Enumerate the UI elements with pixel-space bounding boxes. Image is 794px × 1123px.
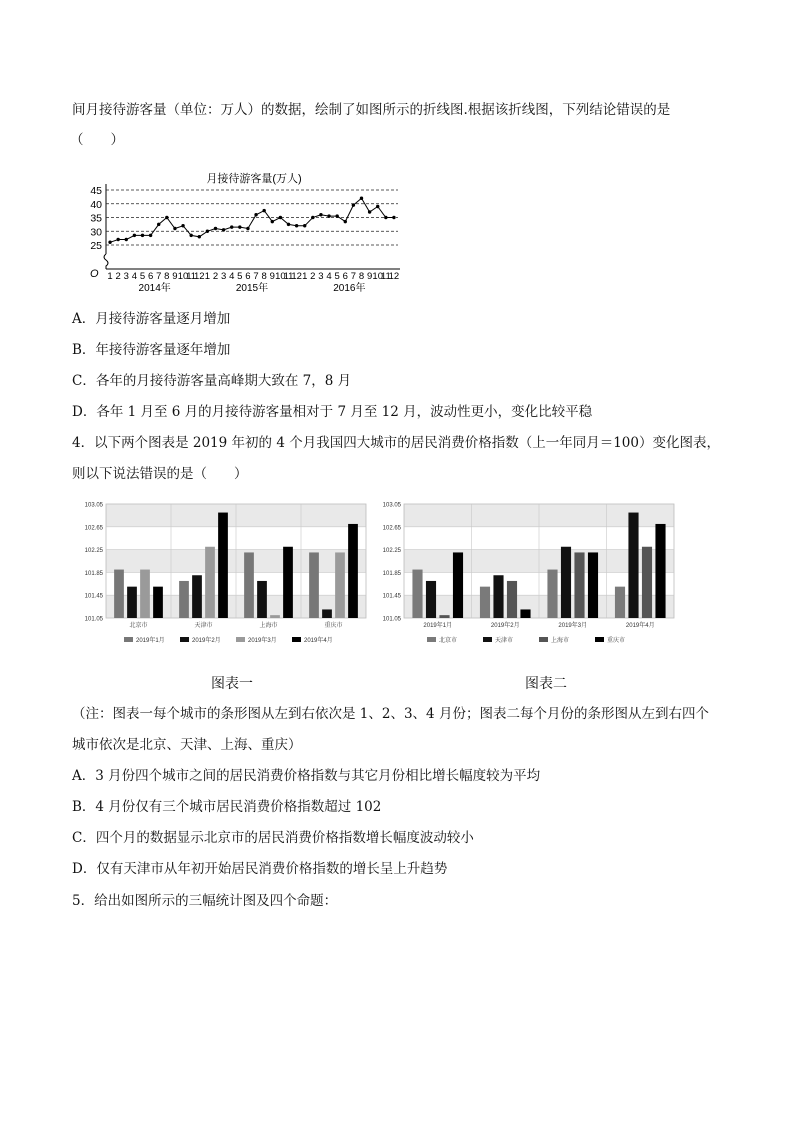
x-category-label: 2019年2月 bbox=[490, 623, 520, 629]
data-point bbox=[327, 214, 330, 217]
data-point bbox=[335, 214, 338, 217]
bar bbox=[348, 524, 358, 618]
x-month-label: 4 bbox=[229, 271, 235, 282]
data-point bbox=[384, 216, 387, 219]
data-point bbox=[181, 224, 184, 227]
q3-option-d: D．各年 1 月至 6 月的月接待游客量相对于 7 月至 12 月，波动性更小，变化比较平稳 bbox=[72, 404, 593, 420]
x-month-label: 10 bbox=[372, 271, 384, 282]
bar bbox=[628, 513, 638, 618]
bar bbox=[588, 552, 598, 618]
x-month-label: 3 bbox=[123, 271, 129, 282]
x-month-label: 2 bbox=[115, 271, 121, 282]
x-category-label: 2019年4月 bbox=[625, 623, 655, 629]
intro-line: 间月接待游客量（单位：万人）的数据，绘制了如图所示的折线图.根据该折线图，下列结论错误的是 bbox=[72, 102, 671, 118]
x-month-label: 4 bbox=[326, 271, 332, 282]
bar bbox=[507, 581, 517, 618]
x-month-label: 6 bbox=[245, 271, 251, 282]
data-point bbox=[262, 209, 265, 212]
legend-swatch bbox=[124, 637, 133, 642]
data-point bbox=[246, 227, 249, 230]
data-point bbox=[173, 227, 176, 230]
chart-1-caption: 图表一 bbox=[211, 676, 253, 692]
y-tick-label: 102.65 bbox=[382, 525, 401, 532]
q3-option-c: C．各年的月接待游客量高峰期大致在 7，8 月 bbox=[72, 373, 352, 389]
data-point bbox=[214, 227, 217, 230]
bar bbox=[322, 609, 332, 618]
bar bbox=[547, 570, 557, 618]
x-month-label: 7 bbox=[253, 271, 259, 282]
x-month-label: 3 bbox=[220, 271, 227, 282]
note-line1: （注：图表一每个城市的条形图从左到右依次是 1、2、3、4 月份；图表二每个月份的条形图从左到右四个 bbox=[72, 706, 709, 722]
data-point bbox=[230, 225, 233, 228]
data-point bbox=[206, 230, 209, 233]
q4-option-b: B．4 月份仅有三个城市居民消费价格指数超过 102 bbox=[72, 799, 382, 815]
note-line2: 城市依次是北京、天津、上海、重庆） bbox=[72, 737, 302, 753]
data-point bbox=[303, 224, 306, 227]
data-point bbox=[108, 241, 111, 244]
bar bbox=[335, 552, 345, 618]
y-tick-label: 101.85 bbox=[382, 570, 401, 577]
x-category-label: 上海市 bbox=[259, 623, 278, 629]
bar bbox=[412, 570, 422, 618]
legend-swatch bbox=[236, 637, 245, 642]
bar bbox=[244, 552, 254, 618]
x-month-label: 12 bbox=[193, 271, 205, 282]
x-month-label: 3 bbox=[318, 271, 324, 282]
x-category-label: 天津市 bbox=[194, 623, 213, 629]
bar bbox=[520, 609, 530, 618]
x-category-label: 2019年1月 bbox=[423, 623, 453, 629]
chart-2-caption: 图表二 bbox=[525, 676, 567, 692]
y-tick-label: 40 bbox=[90, 198, 102, 211]
data-point bbox=[254, 213, 257, 216]
x-month-label: 1 bbox=[107, 271, 113, 282]
x-month-label: 6 bbox=[147, 271, 154, 282]
x-month-label: 11 bbox=[380, 271, 391, 282]
data-point bbox=[116, 238, 119, 241]
x-month-label: 7 bbox=[350, 271, 357, 282]
bar-chart-2 bbox=[378, 497, 688, 649]
y-tick-label: 102.25 bbox=[84, 548, 103, 555]
data-point bbox=[392, 216, 395, 219]
bar bbox=[192, 575, 202, 618]
q4-option-d: D．仅有天津市从年初开始居民消费价格指数的增长呈上升趋势 bbox=[72, 861, 448, 877]
legend-label: 2019年3月 bbox=[248, 638, 277, 644]
legend-label: 2019年2月 bbox=[192, 638, 221, 644]
x-month-label: 5 bbox=[334, 271, 340, 282]
x-month-label: 12 bbox=[291, 271, 302, 282]
data-point bbox=[295, 224, 298, 227]
x-year-label: 2014年 bbox=[138, 283, 171, 294]
bar bbox=[270, 615, 280, 618]
x-month-label: 8 bbox=[261, 271, 267, 282]
y-tick-label: 101.85 bbox=[84, 570, 103, 577]
x-month-label: 9 bbox=[269, 271, 275, 282]
x-year-label: 2015年 bbox=[235, 283, 269, 294]
x-month-label: 8 bbox=[358, 271, 365, 282]
legend-swatch bbox=[539, 637, 548, 642]
bar bbox=[127, 587, 137, 618]
x-month-label: 12 bbox=[388, 271, 400, 282]
data-point bbox=[238, 225, 241, 228]
data-point bbox=[198, 235, 201, 238]
bar bbox=[574, 552, 584, 618]
data-point bbox=[376, 205, 379, 208]
data-point bbox=[279, 216, 282, 219]
data-point bbox=[311, 216, 314, 219]
x-month-label: 10 bbox=[177, 271, 189, 282]
y-tick-label: 101.45 bbox=[84, 593, 103, 600]
line-chart bbox=[82, 166, 412, 296]
y-tick-label: 102.25 bbox=[382, 548, 401, 555]
legend-label: 2019年4月 bbox=[304, 638, 333, 644]
line-chart-title: 月接待游客量(万人) bbox=[206, 173, 302, 185]
data-point bbox=[271, 220, 274, 223]
bar bbox=[439, 615, 449, 618]
legend-label: 2019年1月 bbox=[136, 638, 165, 644]
x-month-label: 1 bbox=[204, 271, 211, 282]
legend-swatch bbox=[483, 637, 492, 642]
legend-label: 上海市 bbox=[551, 638, 570, 644]
data-point bbox=[287, 223, 290, 226]
data-point bbox=[133, 234, 136, 237]
q5-stem: 5．给出如图所示的三幅统计图及四个命题： bbox=[72, 893, 338, 909]
legend-label: 重庆市 bbox=[607, 638, 626, 644]
bar bbox=[615, 587, 625, 618]
x-month-label: 1 bbox=[302, 271, 308, 282]
q4-option-c: C．四个月的数据显示北京市的居民消费价格指数增长幅度波动较小 bbox=[72, 830, 474, 846]
bar bbox=[642, 547, 652, 618]
q4-stem-line2: 则以下说法错误的是（ ） bbox=[72, 466, 248, 482]
bar bbox=[655, 524, 665, 618]
q4-stem-line1: 4．以下两个图表是 2019 年初的 4 个月我国四大城市的居民消费价格指数（上一年同月＝100）变化图表， bbox=[72, 435, 720, 451]
bar bbox=[153, 587, 163, 618]
bar bbox=[561, 547, 571, 618]
legend-swatch bbox=[427, 637, 436, 642]
bar bbox=[493, 575, 503, 618]
bar-chart-1 bbox=[80, 497, 370, 649]
legend-swatch bbox=[595, 637, 604, 642]
x-month-label: 2 bbox=[310, 271, 316, 282]
data-point bbox=[368, 210, 371, 213]
x-month-label: 5 bbox=[237, 271, 243, 282]
y-tick-label: 103.05 bbox=[382, 502, 401, 509]
x-month-label: 9 bbox=[366, 271, 373, 282]
y-tick-label: 103.05 bbox=[84, 502, 103, 509]
bar bbox=[114, 570, 124, 618]
data-point bbox=[360, 197, 363, 200]
data-point bbox=[165, 216, 168, 219]
data-point bbox=[189, 234, 192, 237]
y-tick-label: 101.05 bbox=[382, 616, 401, 623]
x-category-label: 重庆市 bbox=[324, 623, 343, 629]
legend-label: 天津市 bbox=[495, 638, 514, 644]
x-month-label: 2 bbox=[212, 271, 219, 282]
data-point bbox=[352, 203, 355, 206]
series-line bbox=[110, 198, 394, 242]
bar bbox=[257, 581, 267, 618]
x-category-label: 北京市 bbox=[129, 623, 148, 629]
q3-option-b: B．年接待游客量逐年增加 bbox=[72, 342, 231, 358]
y-tick-label: 45 bbox=[90, 185, 102, 197]
x-month-label: 11 bbox=[283, 271, 294, 282]
data-point bbox=[149, 234, 152, 237]
y-tick-label: 102.65 bbox=[84, 525, 103, 532]
y-tick-label: 101.05 bbox=[84, 616, 103, 623]
origin-label: O bbox=[90, 268, 99, 280]
x-month-label: 6 bbox=[342, 271, 348, 282]
x-month-label: 4 bbox=[131, 271, 138, 282]
x-month-label: 11 bbox=[186, 271, 197, 282]
x-year-label: 2016年 bbox=[333, 283, 366, 294]
legend-label: 北京市 bbox=[439, 638, 458, 644]
bar bbox=[140, 570, 150, 618]
legend-swatch bbox=[180, 637, 189, 642]
bar bbox=[480, 587, 490, 618]
x-month-label: 8 bbox=[164, 271, 170, 282]
x-month-label: 10 bbox=[275, 271, 286, 282]
intro-paren: （ ） bbox=[70, 132, 124, 148]
y-tick-label: 35 bbox=[90, 212, 102, 225]
data-point bbox=[222, 228, 225, 231]
data-point bbox=[157, 223, 160, 226]
bar bbox=[179, 581, 189, 618]
bar bbox=[426, 581, 436, 618]
bar bbox=[453, 552, 463, 618]
x-month-label: 9 bbox=[172, 271, 178, 282]
q4-option-a: A．3 月份四个城市之间的居民消费价格指数与其它月份相比增长幅度较为平均 bbox=[72, 768, 541, 784]
y-tick-label: 30 bbox=[90, 226, 102, 239]
bar bbox=[283, 547, 293, 618]
data-point bbox=[319, 213, 322, 216]
legend-swatch bbox=[292, 637, 301, 642]
bar bbox=[218, 513, 228, 618]
data-point bbox=[141, 234, 144, 237]
q3-option-a: A．月接待游客量逐月增加 bbox=[72, 311, 231, 327]
y-tick-label: 25 bbox=[90, 240, 102, 252]
x-month-label: 7 bbox=[156, 271, 162, 282]
data-point bbox=[125, 238, 128, 241]
bar bbox=[205, 547, 215, 618]
x-category-label: 2019年3月 bbox=[558, 623, 588, 629]
y-tick-label: 101.45 bbox=[382, 593, 401, 600]
data-point bbox=[344, 220, 347, 223]
bar bbox=[309, 552, 319, 618]
x-month-label: 5 bbox=[139, 271, 146, 282]
